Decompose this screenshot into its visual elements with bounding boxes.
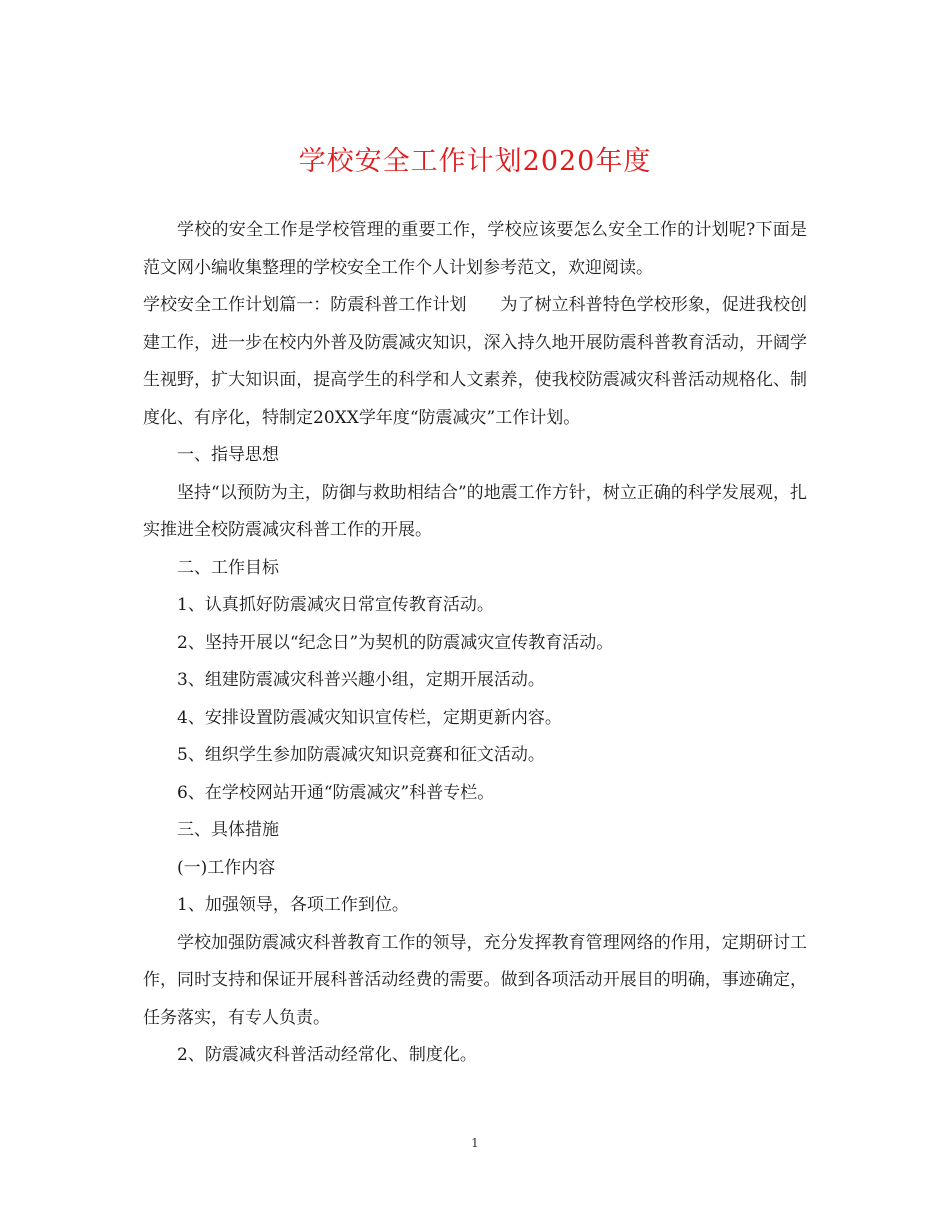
- list-item: 3、组建防震减灾科普兴趣小组，定期开展活动。: [177, 670, 545, 690]
- section-heading: 二、工作目标: [177, 557, 279, 578]
- paragraph: 学校安全工作计划篇一：防震科普工作计划 为了树立科普特色学校形象，促进我校创建工作，进一步在校内外普及防震减灾知识，深入持久地开展防震科普教育活动，开阔学生视野，扩大知识面，提高学生的科学和人文素养，使我校防震减灾科普活动规格化、制度化、有序化，特制定20XX学年度“防震减灾”工作计划。: [143, 295, 807, 428]
- list-item: 1、加强领导，各项工作到位。: [177, 895, 409, 915]
- document-body: [143, 212, 807, 1075]
- list-item: 4、安排设置防震减灾知识宣传栏，定期更新内容。: [177, 707, 562, 728]
- list-item: 6、在学校网站开通“防震减灾”科普专栏。: [177, 782, 495, 803]
- section-heading: 三、具体措施: [177, 820, 279, 840]
- page-number: 1: [471, 1136, 479, 1150]
- paragraph: 学校的安全工作是学校管理的重要工作，学校应该要怎么安全工作的计划呢?下面是范文网小编收集整理的学校安全工作个人计划参考范文，欢迎阅读。: [143, 220, 807, 278]
- list-item: 2、防震减灾科普活动经常化、制度化。: [177, 1045, 477, 1065]
- paragraph: 学校加强防震减灾科普教育工作的领导，充分发挥教育管理网络的作用，定期研讨工作，同时支持和保证开展科普活动经费的需要。做到各项活动开展目的明确，事迹确定，任务落实，有专人负责。: [143, 932, 807, 1028]
- list-item: 2、坚持开展以“纪念日”为契机的防震减灾宣传教育活动。: [177, 632, 614, 653]
- list-item: 1、认真抓好防震减灾日常宣传教育活动。: [177, 595, 494, 615]
- section-heading: 一、指导思想: [177, 445, 279, 465]
- page-title: 学校安全工作计划2020年度: [298, 146, 652, 177]
- paragraph: 坚持“以预防为主，防御与救助相结合”的地震工作方针，树立正确的科学发展观，扎实推进全校防震减灾科普工作的开展。: [143, 482, 807, 540]
- list-item: 5、组织学生参加防震减灾知识竞赛和征文活动。: [177, 745, 545, 765]
- subsection-heading: (一)工作内容: [177, 857, 276, 878]
